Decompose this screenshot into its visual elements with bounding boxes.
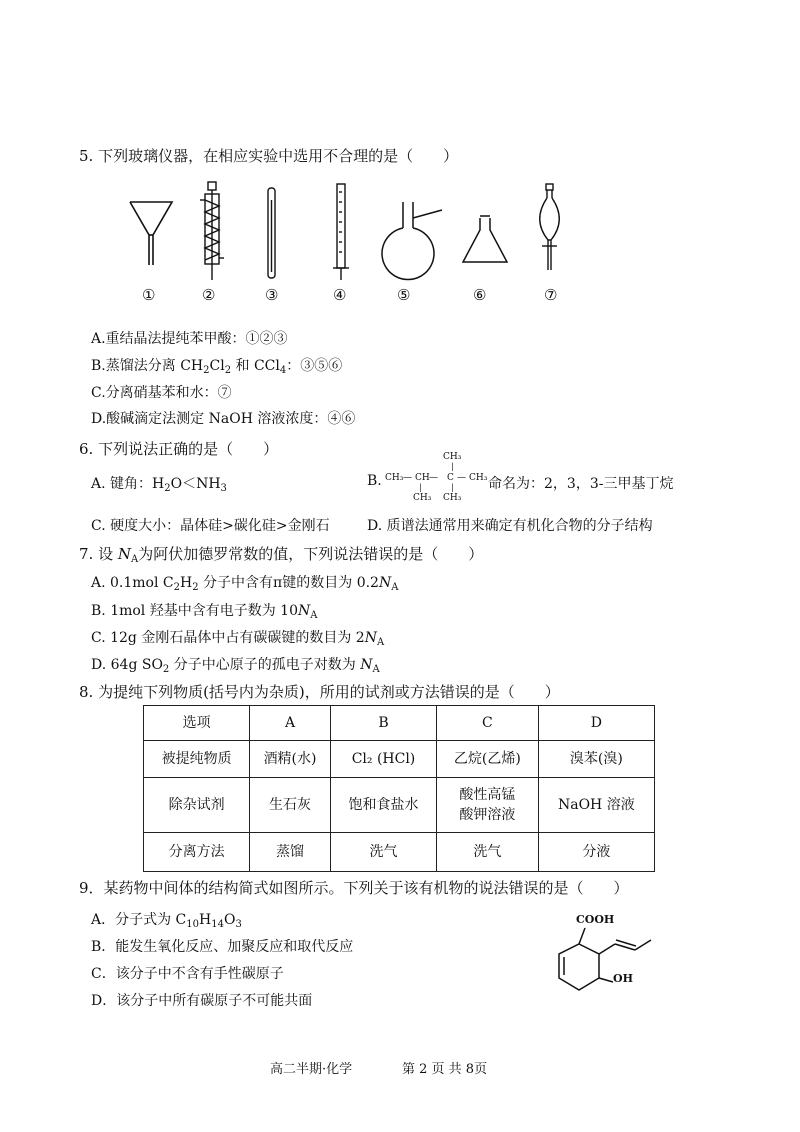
separatory-funnel-icon: [540, 184, 560, 270]
q6-option-b-text: 命名为：2，3，3-三甲基丁烷: [488, 476, 674, 492]
q9-option-b: B．能发生氧化反应、加聚反应和取代反应: [91, 939, 354, 955]
table-cell: NaOH 溶液: [538, 778, 654, 833]
burette-icon: [333, 184, 349, 280]
table-cell: 酸性高锰 酸钾溶液: [437, 778, 539, 833]
footer-course: 高二半期·化学: [270, 1062, 353, 1077]
q7-stem: 7. 设 $N_A$为阿伏加德罗常数的值，下列说法错误的是（ ）: [79, 545, 484, 565]
q6-structural-formula: CH₃ | CH₃ — CH — C — CH₃ | | CH₃ CH₃: [385, 452, 488, 503]
table-cell: C: [437, 706, 539, 741]
table-cell: 分离方法: [144, 833, 250, 872]
q5-option-b: B.蒸馏法分离 $CH_2Cl_2$ 和 CCl$_4$：③⑤⑥: [91, 358, 343, 376]
table-row: [144, 741, 655, 778]
apparatus-label-2: ②: [202, 286, 216, 304]
apparatus-label-6: ⑥: [473, 286, 487, 304]
q9-option-c: C．该分子中不含有手性碳原子: [91, 966, 284, 982]
q9-stem: 9．某药物中间体的结构简式如图所示。下列关于该有机物的说法错误的是（ ）: [79, 879, 629, 897]
table-cell: D: [538, 706, 654, 741]
funnel-icon: [130, 202, 172, 265]
q6-stem: 6. 下列说法正确的是（ ）: [79, 440, 279, 458]
q8-table: [143, 705, 655, 872]
q6-option-d: D. 质谱法通常用来确定有机化合物的分子结构: [367, 518, 653, 534]
table-cell: Cl₂ (HCl): [330, 741, 436, 778]
table-cell: 分液: [538, 833, 654, 872]
table-cell: 被提纯物质: [144, 741, 250, 778]
q7-option-a: A. 0.1mol $C_2H_2$ 分子中含有π键的数目为 $0.2N_A$: [91, 575, 399, 593]
q5-stem: 5. 下列玻璃仪器，在相应实验中选用不合理的是（ ）: [79, 147, 459, 165]
condenser-icon: [200, 182, 224, 280]
molecule-structure: [545, 920, 685, 1020]
table-cell: 溴苯(溴): [538, 741, 654, 778]
q5-option-a: A.重结晶法提纯苯甲酸：①②③: [91, 331, 288, 347]
q9-option-a: A．分子式为 $C_{10}H_{14}O_3$: [91, 912, 242, 930]
table-cell: A: [250, 706, 331, 741]
q8-stem: 8. 为提纯下列物质(括号内为杂质)，所用的试剂或方法错误的是（ ）: [79, 683, 560, 701]
q5-option-d: D.酸碱滴定法测定 NaOH 溶液浓度：④⑥: [91, 411, 356, 427]
table-row: [144, 833, 655, 872]
table-cell: 生石灰: [250, 778, 331, 833]
table-row: [144, 778, 655, 833]
distilling-flask-icon: [382, 202, 442, 280]
footer-page-number: 第 2 页 共 8页: [402, 1062, 488, 1077]
table-cell: 乙烷(乙烯): [437, 741, 539, 778]
apparatus-label-1: ①: [142, 286, 156, 304]
q7-option-b: B. 1mol 羟基中含有电子数为 $10N_A$: [91, 603, 318, 621]
table-cell: B: [330, 706, 436, 741]
table-cell: 洗气: [330, 833, 436, 872]
table-cell: 洗气: [437, 833, 539, 872]
q5-option-c: C.分离硝基苯和水：⑦: [91, 385, 232, 401]
table-row: [144, 706, 655, 741]
oh-label: OH: [613, 972, 633, 985]
q9-option-d: D．该分子中所有碳原子不可能共面: [91, 993, 313, 1009]
table-cell: 选项: [144, 706, 250, 741]
apparatus-label-7: ⑦: [544, 286, 558, 304]
conical-flask-icon: [463, 216, 507, 262]
apparatus-label-5: ⑤: [397, 286, 411, 304]
q7-option-c: C. 12g 金刚石晶体中占有碳碳键的数目为 $2N_A$: [91, 630, 385, 648]
q6-option-b-prefix: B.: [367, 473, 382, 489]
q7-option-d: D. 64g $SO_2$ 分子中心原子的孤电子对数为 $N_A$: [91, 657, 380, 675]
q6-option-a: A. 键角：$H_2O<NH_3$: [91, 476, 227, 494]
apparatus-label-4: ④: [333, 286, 347, 304]
cooh-label: COOH: [576, 913, 615, 926]
table-cell: 蒸馏: [250, 833, 331, 872]
apparatus-label-3: ③: [265, 286, 279, 304]
q6-option-c: C. 硬度大小：晶体硅>碳化硅>金刚石: [91, 518, 330, 534]
thermometer-icon: [268, 188, 275, 278]
table-cell: 饱和食盐水: [330, 778, 436, 833]
table-cell: 酒精(水): [250, 741, 331, 778]
table-cell: 除杂试剂: [144, 778, 250, 833]
